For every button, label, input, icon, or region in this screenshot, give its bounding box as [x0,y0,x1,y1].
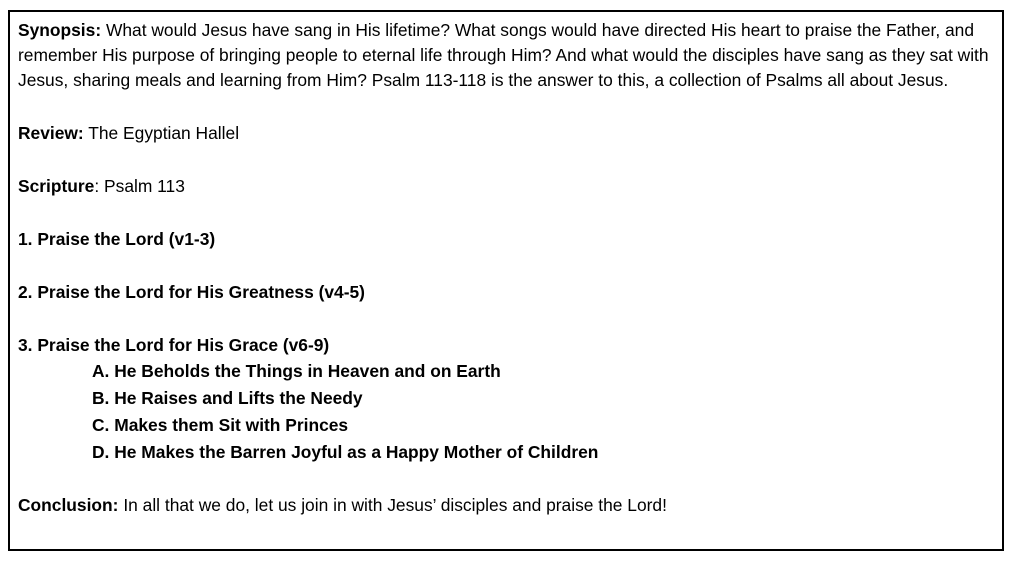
sub-point-b: B. He Raises and Lifts the Needy [92,388,363,408]
spacer [18,466,994,493]
scripture-paragraph [18,174,994,199]
review-label: Review: [18,123,84,143]
spacer [18,93,994,121]
spacer [18,146,994,174]
spacer [18,252,994,280]
point-3-sublist [18,358,994,466]
sub-point-a: A. He Beholds the Things in Heaven and on Earth [92,361,501,381]
spacer [18,305,994,333]
scripture-label: Scripture [18,176,95,196]
synopsis-text: What would Jesus have sang in His lifetime? What songs would have directed His heart to praise the Father, and remember His purpose of bringing people to eternal life through Him? And what would the disciples have sang as they sat with Jesus, sharing meals and learning from Him? Psalm 113-118 is the answer to this, a collection of Psalms all about Jesus. [18,20,989,90]
scripture-text: : Psalm 113 [94,176,185,196]
conclusion-paragraph [18,493,994,518]
sub-point-d: D. He Makes the Barren Joyful as a Happy Mother of Children [92,442,599,462]
point-3-heading: 3. Praise the Lord for His Grace (v6-9) [18,335,330,355]
review-text: The Egyptian Hallel [83,123,240,143]
synopsis-paragraph [18,18,994,93]
spacer [18,199,994,227]
sub-point-c: C. Makes them Sit with Princes [92,415,349,435]
synopsis-label: Synopsis: [18,20,102,40]
conclusion-label: Conclusion: [18,495,119,515]
point-2-heading: 2. Praise the Lord for His Greatness (v4-5) [18,282,365,302]
review-paragraph [18,121,994,146]
point-1-heading: 1. Praise the Lord (v1-3) [18,229,216,249]
sermon-outline-box [8,10,1004,551]
conclusion-text: In all that we do, let us join in with Jesus’ disciples and praise the Lord! [118,495,667,515]
